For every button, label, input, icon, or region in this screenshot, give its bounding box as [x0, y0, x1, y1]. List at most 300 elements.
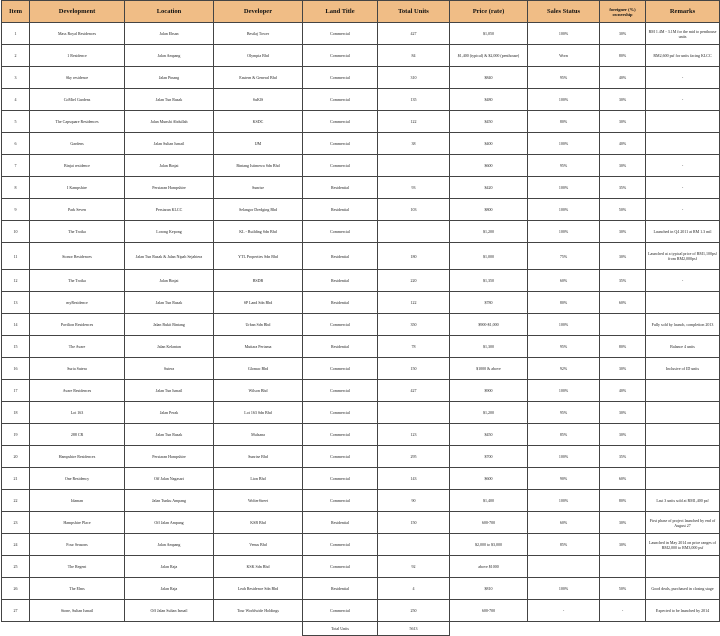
cell-total-units: 122 — [378, 111, 450, 133]
cell-development: CoMiel Gardens — [30, 89, 125, 111]
cell-price: $420 — [450, 177, 528, 199]
cell-land-title: Residential — [303, 177, 378, 199]
cell-location: Jalan Tun Razak & Jalan Nipah Sejahtera — [125, 243, 214, 270]
cell-remarks — [646, 468, 720, 490]
cell-foreigner: 35% — [600, 446, 646, 468]
table-row — [2, 424, 720, 446]
cell-item: 21 — [2, 468, 30, 490]
cell-location: Jalan Tun Razak — [125, 89, 214, 111]
cell-price: 600-700 — [450, 600, 528, 622]
cell-foreigner: 30% — [600, 221, 646, 243]
cell-development: 1 Residence — [30, 45, 125, 67]
cell-developer: Lot 163 Sdn Bhd — [214, 402, 303, 424]
cell-development: One Residency — [30, 468, 125, 490]
cell-development: The Capsquare Residences — [30, 111, 125, 133]
cell-item: 3 — [2, 67, 30, 89]
cell-item: 26 — [2, 578, 30, 600]
cell-remarks — [646, 111, 720, 133]
cell-total-units: 295 — [378, 446, 450, 468]
cell-foreigner: 30% — [600, 512, 646, 534]
cell-foreigner: 40% — [600, 133, 646, 155]
table-row — [2, 292, 720, 314]
cell-item: 14 — [2, 314, 30, 336]
cell-total-units: 427 — [378, 380, 450, 402]
cell-development: Hampshire Residences — [30, 446, 125, 468]
cell-price: $1,400 (typical) & $2,000 (penthouse) — [450, 45, 528, 67]
cell-price: $900-$1,000 — [450, 314, 528, 336]
cell-price: 600-700 — [450, 512, 528, 534]
header-remarks: Remarks — [646, 1, 720, 23]
cell-foreigner: 80% — [600, 336, 646, 358]
cell-sales-status: 95% — [528, 336, 600, 358]
cell-sales-status: 100% — [528, 89, 600, 111]
header-sales-status: Sales Status — [528, 1, 600, 23]
cell-remarks: - — [646, 199, 720, 221]
cell-developer: Bestlaj Tower — [214, 23, 303, 45]
cell-development: Pavilion Residences — [30, 314, 125, 336]
cell-development: Mass Royal Residences — [30, 23, 125, 45]
cell-item: 18 — [2, 402, 30, 424]
table-row — [2, 578, 720, 600]
cell-foreigner: 80% — [600, 490, 646, 512]
header-development: Development — [30, 1, 125, 23]
cell-sales-status: 90% — [528, 468, 600, 490]
header-total-units: Total Units — [378, 1, 450, 23]
cell-location: Jalan Ehsan — [125, 23, 214, 45]
cell-location: Jalan Ampang — [125, 534, 214, 556]
cell-development: Hampshire Place — [30, 512, 125, 534]
cell-item: 17 — [2, 380, 30, 402]
cell-remarks: - — [646, 67, 720, 89]
cell-developer: YTL Properties Sdn Bhd — [214, 243, 303, 270]
cell-developer: Selangor Dredging Bhd — [214, 199, 303, 221]
header-price: Price (rate) — [450, 1, 528, 23]
cell-item: 12 — [2, 270, 30, 292]
table-row — [2, 314, 720, 336]
cell-foreigner: 30% — [600, 89, 646, 111]
header-developer: Developer — [214, 1, 303, 23]
table-row — [2, 89, 720, 111]
cell-location: Sutera — [125, 358, 214, 380]
cell-location: Jalan Tunku Ampang — [125, 490, 214, 512]
cell-developer: Lion Bhd — [214, 468, 303, 490]
cell-sales-status: 80% — [528, 111, 600, 133]
cell-foreigner: 30% — [600, 424, 646, 446]
cell-remarks: Expected to be launched by 2014 — [646, 600, 720, 622]
cell-foreigner: 40% — [600, 67, 646, 89]
cell-developer: Bintang Istimewa Sdn Bhd — [214, 155, 303, 177]
cell-remarks — [646, 424, 720, 446]
cell-item: 16 — [2, 358, 30, 380]
table-row — [2, 45, 720, 67]
cell-item: 9 — [2, 199, 30, 221]
cell-foreigner: 80% — [600, 45, 646, 67]
cell-price: $2,000 to $3,000 — [450, 534, 528, 556]
cell-item: 2 — [2, 45, 30, 67]
cell-developer: SP Land Sdn Bhd — [214, 292, 303, 314]
header-item: Item — [2, 1, 30, 23]
cell-location: Jalan Raja — [125, 578, 214, 600]
cell-item: 5 — [2, 111, 30, 133]
cell-price: $800 — [450, 199, 528, 221]
cell-remarks: Balance 4 units — [646, 336, 720, 358]
cell-total-units: 350 — [378, 314, 450, 336]
cell-price: $480 — [450, 89, 528, 111]
cell-developer: WolterStreet — [214, 490, 303, 512]
total-units-value: 5613 — [378, 622, 450, 636]
cell-land-title: Commercial — [303, 424, 378, 446]
cell-developer: Venus Bhd — [214, 534, 303, 556]
cell-developer: Wilson Bhd — [214, 380, 303, 402]
cell-price: $450 — [450, 111, 528, 133]
table-row — [2, 534, 720, 556]
cell-item: 19 — [2, 424, 30, 446]
cell-item: 4 — [2, 89, 30, 111]
cell-remarks — [646, 380, 720, 402]
cell-location: Jalan Binjai — [125, 155, 214, 177]
cell-item: 10 — [2, 221, 30, 243]
cell-location: Off Jalan Nagasari — [125, 468, 214, 490]
cell-item: 20 — [2, 446, 30, 468]
cell-foreigner: 30% — [600, 358, 646, 380]
cell-development: The Avare — [30, 336, 125, 358]
table-row — [2, 23, 720, 45]
cell-item: 15 — [2, 336, 30, 358]
cell-foreigner: 40% — [600, 380, 646, 402]
cell-price: $1,000 — [450, 243, 528, 270]
cell-developer: Olympia Bhd — [214, 45, 303, 67]
cell-developer: Urban Sdn Bhd — [214, 314, 303, 336]
cell-sales-status: 100% — [528, 446, 600, 468]
cell-total-units: 122 — [378, 292, 450, 314]
cell-land-title: Residential — [303, 292, 378, 314]
cell-item: 23 — [2, 512, 30, 534]
cell-foreigner: 30% — [600, 111, 646, 133]
cell-price: $400 — [450, 133, 528, 155]
cell-price: $1,300 — [450, 336, 528, 358]
cell-foreigner: 30% — [600, 243, 646, 270]
cell-land-title: Commercial — [303, 67, 378, 89]
cell-price: $1000 & above — [450, 358, 528, 380]
header-land-title: Land Title — [303, 1, 378, 23]
cell-sales-status: 100% — [528, 380, 600, 402]
cell-developer: Mutiara Pertama — [214, 336, 303, 358]
cell-development: The Elms — [30, 578, 125, 600]
cell-sales-status: 92% — [528, 358, 600, 380]
cell-location: Jalan Perak — [125, 402, 214, 424]
cell-land-title: Commercial — [303, 490, 378, 512]
cell-sales-status: Worn — [528, 45, 600, 67]
cell-sales-status — [528, 556, 600, 578]
cell-total-units: 150 — [378, 512, 450, 534]
cell-remarks: RM2,600 psf for units facing KLCC — [646, 45, 720, 67]
table-row — [2, 358, 720, 380]
cell-price: $1,200 — [450, 221, 528, 243]
cell-remarks — [646, 292, 720, 314]
cell-land-title: Commercial — [303, 468, 378, 490]
cell-location: Jalan Tun Ismail — [125, 380, 214, 402]
cell-price: $700 — [450, 446, 528, 468]
cell-development: Stonor Residences — [30, 243, 125, 270]
table-row — [2, 380, 720, 402]
cell-development: Suria Sutera — [30, 358, 125, 380]
cell-remarks: - — [646, 155, 720, 177]
cell-price: $450 — [450, 424, 528, 446]
cell-price: $780 — [450, 292, 528, 314]
cell-developer: Tour Worldwide Holdings — [214, 600, 303, 622]
cell-total-units: 150 — [378, 358, 450, 380]
table-row — [2, 490, 720, 512]
cell-land-title: Commercial — [303, 556, 378, 578]
cell-item: 22 — [2, 490, 30, 512]
cell-item: 24 — [2, 534, 30, 556]
cell-sales-status: 100% — [528, 199, 600, 221]
cell-development: Sky residence — [30, 67, 125, 89]
cell-location: Jalan Tun Razak — [125, 424, 214, 446]
table-row — [2, 600, 720, 622]
cell-developer: BSDB — [214, 270, 303, 292]
cell-developer: Sunrise — [214, 177, 303, 199]
cell-total-units — [378, 402, 450, 424]
cell-location: Jalan Ampang — [125, 45, 214, 67]
cell-sales-status: 85% — [528, 424, 600, 446]
cell-development: Lot 163 — [30, 402, 125, 424]
cell-total-units: 84 — [378, 45, 450, 67]
cell-item: 11 — [2, 243, 30, 270]
cell-remarks — [646, 133, 720, 155]
cell-foreigner: 30% — [600, 23, 646, 45]
cell-developer: KL - Building Sdn Bhd — [214, 221, 303, 243]
cell-total-units — [378, 534, 450, 556]
table-row — [2, 468, 720, 490]
cell-total-units: 4 — [378, 578, 450, 600]
cell-total-units: 103 — [378, 199, 450, 221]
cell-remarks: - — [646, 89, 720, 111]
cell-developer: KSB Bhd — [214, 512, 303, 534]
cell-land-title: Commercial — [303, 446, 378, 468]
cell-sales-status: 100% — [528, 314, 600, 336]
cell-total-units: 123 — [378, 424, 450, 446]
cell-land-title: Commercial — [303, 380, 378, 402]
cell-remarks: - — [646, 270, 720, 292]
table-header — [2, 1, 720, 23]
cell-item: 25 — [2, 556, 30, 578]
cell-location: Jalan Sultan Ismail — [125, 133, 214, 155]
cell-price: $1,350 — [450, 270, 528, 292]
cell-total-units: 90 — [378, 490, 450, 512]
cell-land-title: Commercial — [303, 155, 378, 177]
cell-foreigner: 35% — [600, 177, 646, 199]
cell-price: $810 — [450, 578, 528, 600]
cell-sales-status: 75% — [528, 243, 600, 270]
cell-sales-status: 100% — [528, 133, 600, 155]
cell-developer: KSK Sdn Bhd — [214, 556, 303, 578]
cell-item: 1 — [2, 23, 30, 45]
cell-developer: SuKlS — [214, 89, 303, 111]
cell-land-title: Commercial — [303, 221, 378, 243]
cell-price: $1,050 — [450, 23, 528, 45]
cell-location: Jalan Binjai — [125, 270, 214, 292]
cell-item: 13 — [2, 292, 30, 314]
cell-location: Jalan Munshi Abdullah — [125, 111, 214, 133]
cell-total-units: 135 — [378, 89, 450, 111]
cell-land-title: Commercial — [303, 358, 378, 380]
cell-item: 6 — [2, 133, 30, 155]
cell-total-units: 310 — [378, 67, 450, 89]
cell-remarks: Fully sold by launch, completion 2013 — [646, 314, 720, 336]
table-row — [2, 446, 720, 468]
cell-sales-status: 100% — [528, 221, 600, 243]
cell-development: Idaman — [30, 490, 125, 512]
cell-location: Jalan Tun Razak — [125, 292, 214, 314]
cell-development: The Regent — [30, 556, 125, 578]
cell-land-title: Commercial — [303, 133, 378, 155]
cell-land-title: Residential — [303, 243, 378, 270]
cell-location: Jalan Bukit Bintang — [125, 314, 214, 336]
cell-total-units: 38 — [378, 133, 450, 155]
cell-sales-status: 60% — [528, 512, 600, 534]
cell-remarks: RM 1.4M - 3.1M for the mid to penthouse units — [646, 23, 720, 45]
cell-total-units: 180 — [378, 243, 450, 270]
cell-total-units: 143 — [378, 468, 450, 490]
table-row — [2, 199, 720, 221]
cell-developer: Eastern & General Bhd — [214, 67, 303, 89]
cell-land-title: Commercial — [303, 89, 378, 111]
cell-land-title: Residential — [303, 199, 378, 221]
cell-development: Four Seasons — [30, 534, 125, 556]
cell-sales-status: 100% — [528, 23, 600, 45]
cell-item: 27 — [2, 600, 30, 622]
cell-sales-status: 95% — [528, 155, 600, 177]
cell-development: I Kampshire — [30, 177, 125, 199]
cell-price: above $1000 — [450, 556, 528, 578]
cell-development: Park Seven — [30, 199, 125, 221]
cell-land-title: Commercial — [303, 314, 378, 336]
cell-foreigner: 30% — [600, 402, 646, 424]
cell-sales-status: 95% — [528, 402, 600, 424]
cell-total-units: 93 — [378, 177, 450, 199]
cell-remarks: Launched in May 2014 on price ranges of RM2,000 to RM3,000 psf — [646, 534, 720, 556]
cell-foreigner: 50% — [600, 199, 646, 221]
cell-development: The Troika — [30, 221, 125, 243]
header-foreigner: foreigner (%) ownership — [600, 1, 646, 23]
table-row — [2, 221, 720, 243]
cell-foreigner: 30% — [600, 155, 646, 177]
cell-sales-status: - — [528, 600, 600, 622]
cell-location: Jalan Pinang — [125, 67, 214, 89]
table-row — [2, 556, 720, 578]
header-location: Location — [125, 1, 214, 23]
cell-total-units: 220 — [378, 270, 450, 292]
cell-foreigner: 50% — [600, 578, 646, 600]
cell-price: $600 — [450, 468, 528, 490]
cell-remarks: First phase of project launched by end of August 27 — [646, 512, 720, 534]
cell-remarks: Launched in Q4 2011 at RM 1.3 mil — [646, 221, 720, 243]
cell-land-title: Residential — [303, 578, 378, 600]
cell-land-title: Commercial — [303, 600, 378, 622]
cell-location: Jalan Raja — [125, 556, 214, 578]
cell-sales-status: 60% — [528, 270, 600, 292]
table-body — [2, 23, 720, 622]
cell-sales-status: 80% — [528, 292, 600, 314]
cell-price: $900 — [450, 380, 528, 402]
cell-land-title: Residential — [303, 270, 378, 292]
cell-developer: IJM — [214, 133, 303, 155]
cell-location: Lorong Kepong — [125, 221, 214, 243]
cell-foreigner — [600, 314, 646, 336]
cell-item: 7 — [2, 155, 30, 177]
cell-remarks: Good deals, purchased in closing stage — [646, 578, 720, 600]
cell-price: $1,400 — [450, 490, 528, 512]
cell-total-units: 92 — [378, 556, 450, 578]
cell-location: Persiaran Hampshire — [125, 446, 214, 468]
cell-price: $1,200 — [450, 402, 528, 424]
cell-sales-status: 100% — [528, 490, 600, 512]
table-row — [2, 270, 720, 292]
cell-remarks — [646, 402, 720, 424]
cell-developer: Leah Residence Sdn Bhd — [214, 578, 303, 600]
cell-remarks: Launched at a typical price of RM1,100psf from RM2,000psf — [646, 243, 720, 270]
cell-development: Stone, Sultan Ismail — [30, 600, 125, 622]
cell-remarks: - — [646, 177, 720, 199]
table-row — [2, 133, 720, 155]
cell-total-units: 427 — [378, 23, 450, 45]
total-units-label: Total Units — [303, 622, 378, 636]
cell-location: Jalan Kelantan — [125, 336, 214, 358]
cell-developer: KSDC — [214, 111, 303, 133]
cell-foreigner — [600, 556, 646, 578]
cell-price: $600 — [450, 155, 528, 177]
table-row — [2, 67, 720, 89]
table-row — [2, 155, 720, 177]
cell-total-units: 250 — [378, 600, 450, 622]
cell-total-units: 78 — [378, 336, 450, 358]
cell-total-units — [378, 221, 450, 243]
cell-development: Avare Residences — [30, 380, 125, 402]
cell-land-title: Residential — [303, 336, 378, 358]
table-row — [2, 336, 720, 358]
cell-foreigner: - — [600, 600, 646, 622]
cell-location: Persiaran KLCC — [125, 199, 214, 221]
cell-total-units — [378, 155, 450, 177]
cell-developer: Sunrise Bhd — [214, 446, 303, 468]
cell-developer: Mulsana — [214, 424, 303, 446]
cell-development: 288 CR — [30, 424, 125, 446]
cell-developer: Glomac Bhd — [214, 358, 303, 380]
table-row — [2, 402, 720, 424]
cell-land-title: Commercial — [303, 111, 378, 133]
cell-price: $840 — [450, 67, 528, 89]
cell-item: 8 — [2, 177, 30, 199]
cell-remarks: Last 3 units sold at RM1,400 psf — [646, 490, 720, 512]
table-row — [2, 177, 720, 199]
cell-location: Off Jalan Ampang — [125, 512, 214, 534]
table-row — [2, 111, 720, 133]
cell-development: Gardens — [30, 133, 125, 155]
cell-sales-status: 95% — [528, 67, 600, 89]
cell-remarks: Inclusive of ID units — [646, 358, 720, 380]
cell-sales-status: 85% — [528, 534, 600, 556]
cell-remarks — [646, 556, 720, 578]
cell-foreigner: 60% — [600, 292, 646, 314]
cell-development: myResidence — [30, 292, 125, 314]
cell-sales-status: 100% — [528, 177, 600, 199]
cell-land-title: Commercial — [303, 534, 378, 556]
cell-foreigner: 35% — [600, 270, 646, 292]
cell-location: Persiaran Hampshire — [125, 177, 214, 199]
cell-land-title: Residential — [303, 512, 378, 534]
cell-land-title: Commercial — [303, 45, 378, 67]
